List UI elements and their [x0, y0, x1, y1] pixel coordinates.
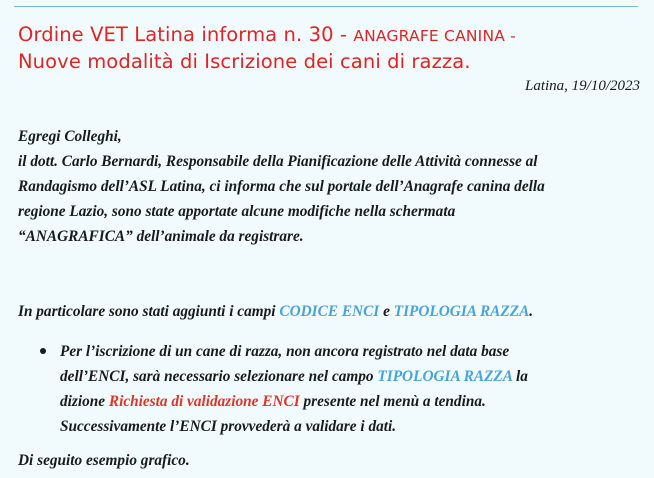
intro-line: il dott. Carlo Bernardi, Responsabile della Pianificazione delle Attività connesse al [18, 153, 538, 170]
bullet-line [60, 364, 640, 389]
intro-paragraph [18, 124, 643, 249]
title-topic-text: ANAGRAFE CANINA - [353, 27, 516, 45]
bullet-text: la [512, 368, 528, 385]
intro-line: regione Lazio, sono state apportate alcune modifiche nella schermata [18, 203, 456, 220]
field-tipologia-razza: TIPOLOGIA RAZZA [377, 368, 513, 385]
bullet-line: Per l’iscrizione di un cane di razza, non ancora registrato nel data base [60, 343, 510, 360]
title-line-2: Nuove modalità di Iscrizione dei cani di razza. [18, 50, 471, 73]
bullet-list [40, 339, 640, 439]
title-main-text: Ordine VET Latina informa n. 30 - [18, 23, 354, 46]
particular-text: e [379, 303, 394, 320]
option-richiesta-validazione: Richiesta di validazione ENCI [108, 393, 300, 410]
particular-paragraph [18, 299, 643, 324]
bullet-text: dizione [60, 393, 109, 410]
particular-text: . [529, 303, 534, 320]
bullet-icon [40, 348, 46, 354]
list-item [40, 339, 640, 439]
title-line-1 [18, 22, 648, 49]
particular-text: In particolare sono stati aggiunti i campi [18, 303, 280, 320]
date-line: Latina, 19/10/2023 [524, 78, 640, 94]
bullet-text: presente nel menù a tendina. [299, 393, 486, 410]
field-codice-enci: CODICE ENCI [279, 303, 380, 320]
intro-line: Randagismo dell’ASL Latina, ci informa che sul portale dell’Anagrafe canina della [18, 178, 545, 195]
closing-line: Di seguito esempio grafico. [18, 452, 190, 469]
field-tipologia-razza: TIPOLOGIA RAZZA [393, 303, 530, 320]
intro-line: “ANAGRAFICA” dell’animale da registrare. [18, 228, 304, 245]
bullet-line [60, 389, 640, 414]
announcement-title [18, 22, 648, 75]
bullet-text: dell’ENCI, sarà necessario selezionare nel campo [60, 368, 378, 385]
top-divider [14, 6, 638, 7]
greeting: Egregi Colleghi, [18, 128, 122, 145]
bullet-line: Successivamente l’ENCI provvederà a validare i dati. [60, 418, 397, 435]
